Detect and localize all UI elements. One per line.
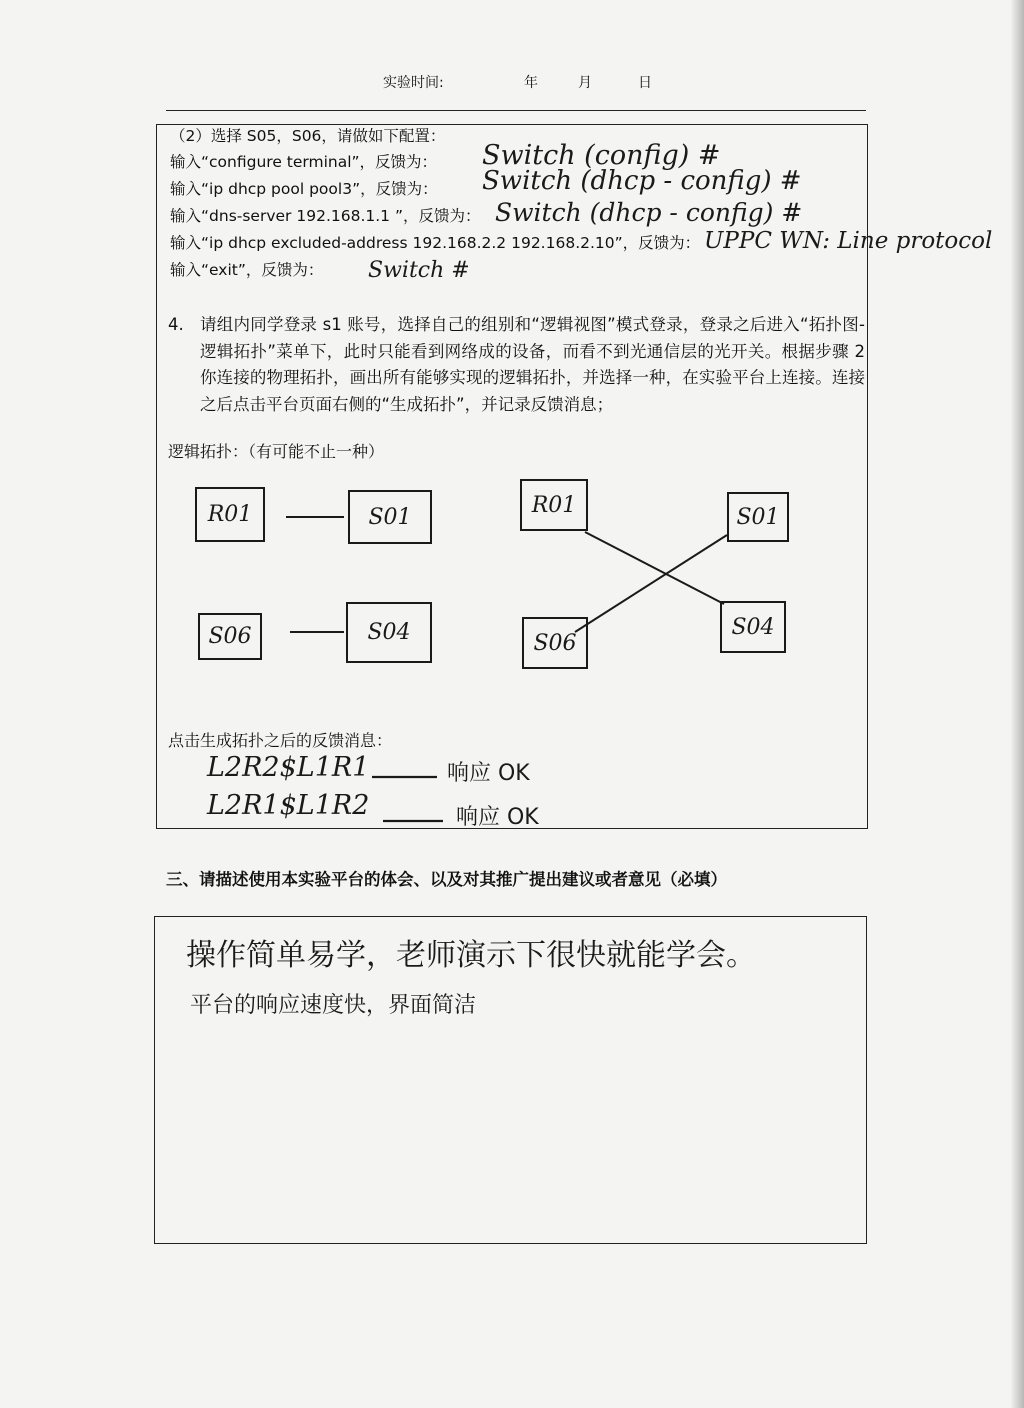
step2-prompt-3: 输入“dns-server 192.168.1.1 ”，反馈为： xyxy=(170,207,481,225)
feedback-result-2: 响应 OK xyxy=(456,805,539,830)
step2-answer-1: Switch (config) # xyxy=(482,140,721,171)
header-year: 年 xyxy=(524,75,538,91)
feedback-label: 点击生成拓扑之后的反馈消息： xyxy=(168,731,393,750)
header-time-label: 实验时间: xyxy=(383,75,444,91)
step2-answer-5: Switch # xyxy=(368,258,470,283)
node-r01-left: R01 xyxy=(195,487,265,542)
section3-answer-line2: 平台的响应速度快，界面简洁 xyxy=(190,993,477,1018)
step2-title: （2）选择 S05，S06，请做如下配置： xyxy=(170,127,446,145)
section3-title: 三、请描述使用本实验平台的体会、以及对其推广提出建议或者意见（必填） xyxy=(166,870,727,889)
node-s06-left: S06 xyxy=(198,613,262,660)
node-s01-right: S01 xyxy=(727,492,789,542)
step2-prompt-4: 输入“ip dhcp excluded-address 192.168.2.2 192.168.2.10”，反馈为： xyxy=(170,234,701,252)
step2-answer-3: Switch (dhcp - config) # xyxy=(495,198,803,227)
header-month: 月 xyxy=(578,75,592,91)
node-s04-right: S04 xyxy=(720,601,786,653)
step2-prompt-2: 输入“ip dhcp pool pool3”，反馈为： xyxy=(170,180,438,198)
step2-answer-2: Switch (dhcp - config) # xyxy=(482,166,802,196)
step4-number: 4. xyxy=(168,315,184,334)
section3-answer-line1: 操作简单易学，老师演示下很快就能学会。 xyxy=(186,938,756,973)
topology-label: 逻辑拓扑：（有可能不止一种） xyxy=(168,442,385,461)
step2-prompt-1: 输入“configure terminal”，反馈为： xyxy=(170,153,438,171)
node-r01-right: R01 xyxy=(520,479,588,531)
step2-answer-4: UPPC WN: Line protocol xyxy=(704,228,993,254)
step4-text: 请组内同学登录 s1 账号，选择自己的组别和“逻辑视图”模式登录，登录之后进入“拓扑图-逻辑拓扑”菜单下，此时只能看到网络成的设备，而看不到光通信层的光开关。根据步骤 2 你连接的物理拓扑，画出所有能够实现的逻辑拓扑，并选择一种，在实验平台上连接。连接之后点击平台页面右侧的“生成拓扑”，并记录反馈消息； xyxy=(200,315,865,414)
feedback-link-2: L2R1$L1R2 xyxy=(207,790,370,821)
header-day: 日 xyxy=(638,75,652,91)
node-s04-left: S04 xyxy=(346,602,432,663)
feedback-result-1: 响应 OK xyxy=(447,761,530,786)
node-s06-right: S06 xyxy=(522,617,588,669)
feedback-link-1: L2R2$L1R1 xyxy=(207,752,370,783)
node-s01-left: S01 xyxy=(348,490,432,544)
step2-prompt-5: 输入“exit”，反馈为： xyxy=(170,261,324,279)
